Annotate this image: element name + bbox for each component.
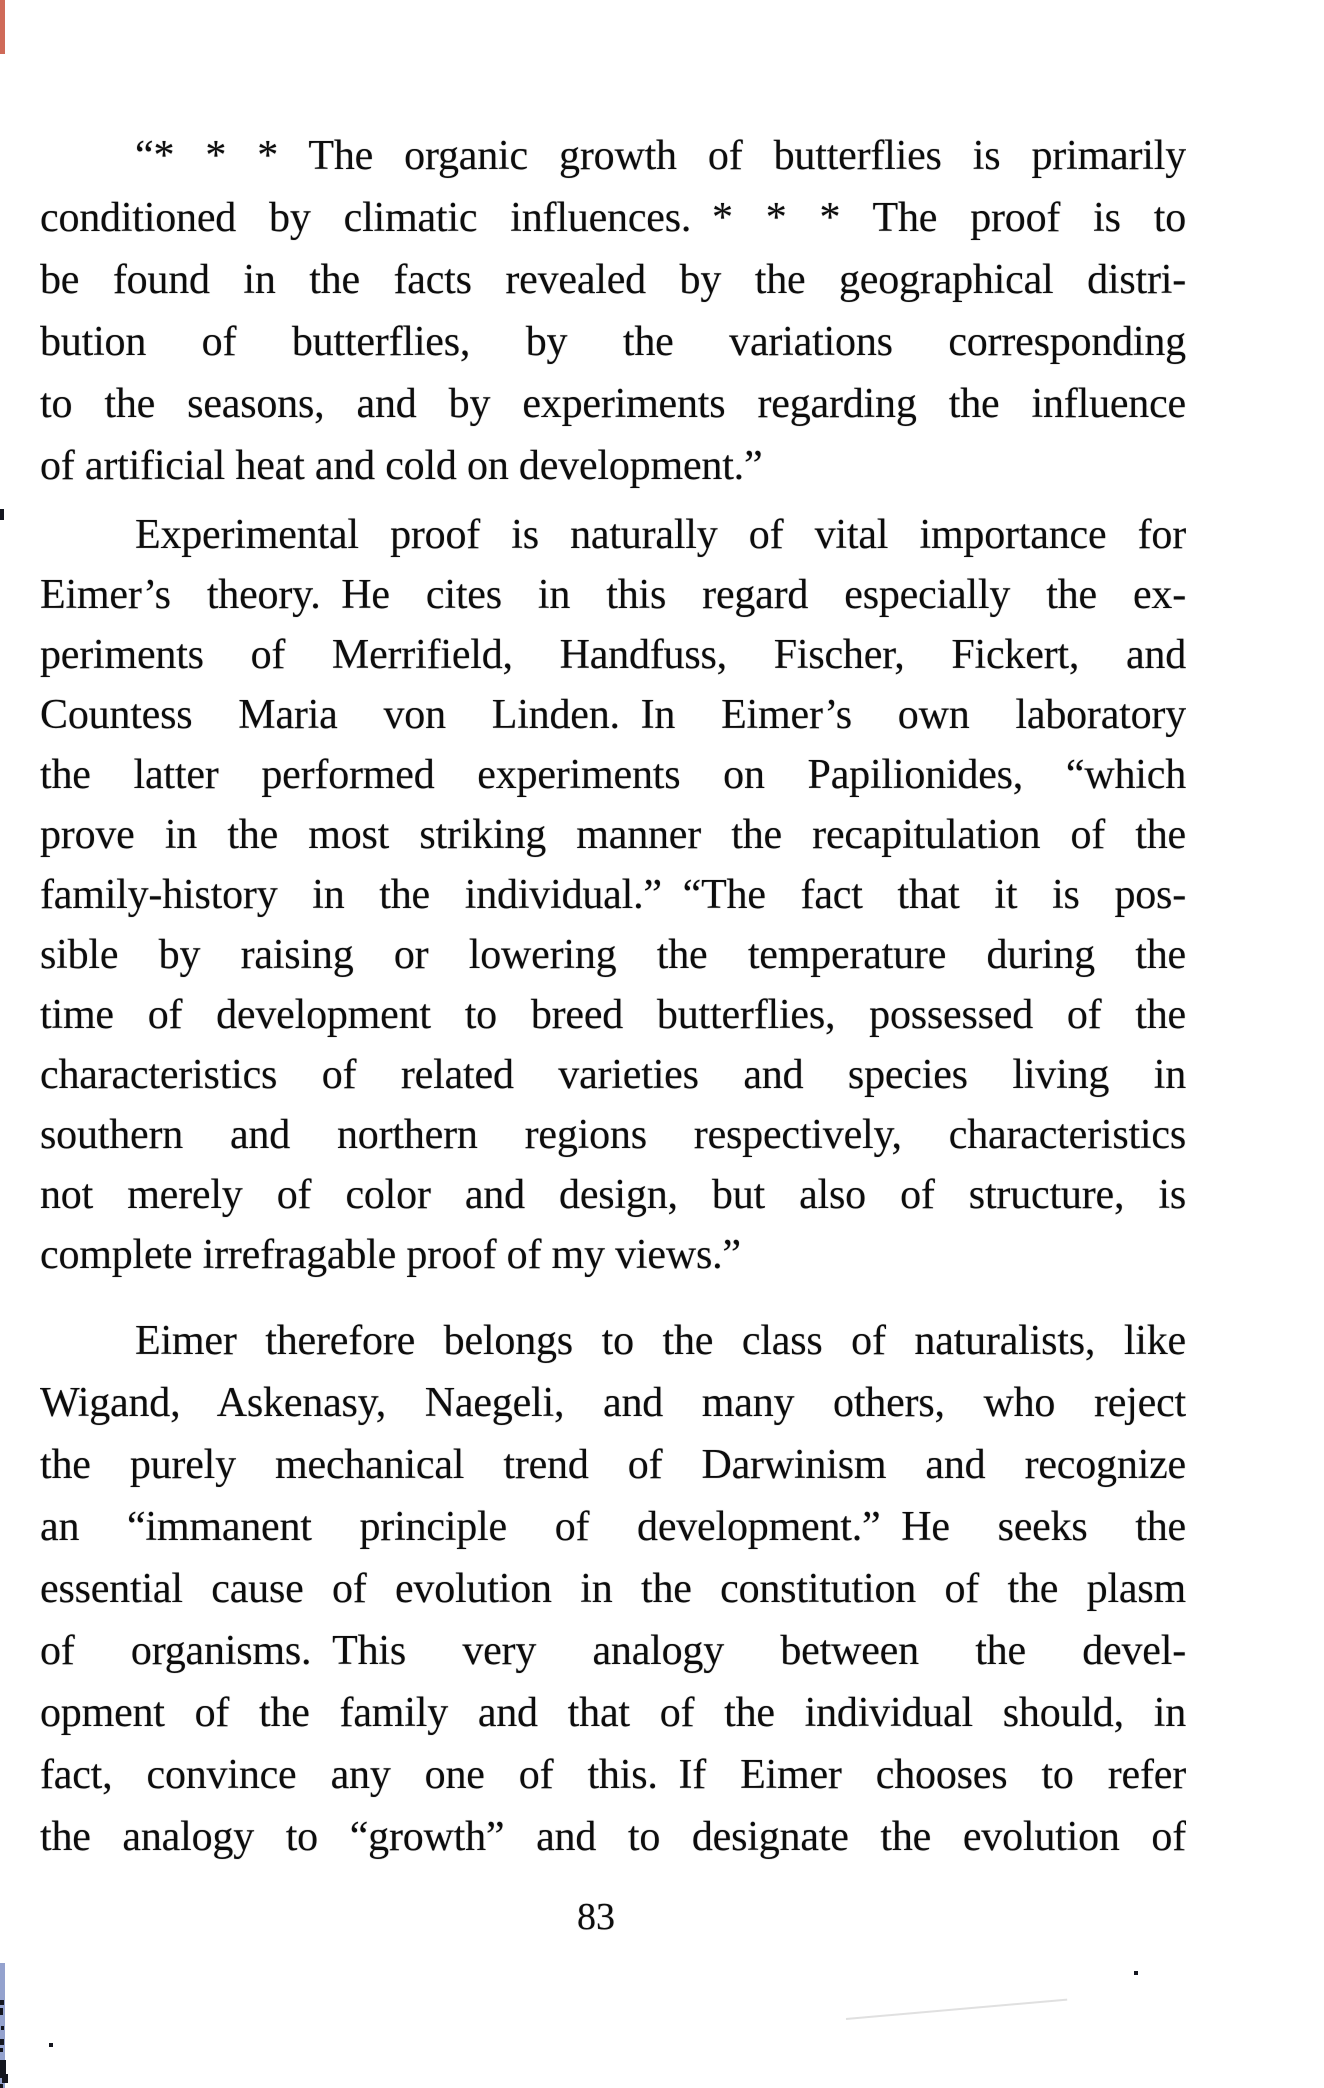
text-line: Eimer’s theory. He cites in this regard especially the ex- [40, 572, 1186, 618]
text-line: the latter performed experiments on Papilionides, “which [40, 752, 1186, 798]
text-line: not merely of color and design, but also of structure, is [40, 1172, 1186, 1218]
text-line: essential cause of evolution in the constitution of the plasm [40, 1566, 1186, 1612]
text-line: family-history in the individual.” “The fact that it is pos- [40, 872, 1186, 918]
text-line: prove in the most striking manner the recapitulation of the [40, 812, 1186, 858]
text-line: characteristics of related varieties and species living in [40, 1052, 1186, 1098]
ink-speck [0, 509, 4, 520]
text-line: the analogy to “growth” and to designate the evolution of [40, 1814, 1186, 1860]
text-line: periments of Merrifield, Handfuss, Fischer, Fickert, and [40, 632, 1186, 678]
text-line: time of development to breed butterflies, possessed of the [40, 992, 1186, 1038]
scan-edge-mark-top-left [0, 0, 5, 54]
text-line: Wigand, Askenasy, Naegeli, and many others, who reject [40, 1380, 1186, 1426]
scratch-line [846, 1999, 1067, 2020]
page-number: 83 [577, 1896, 615, 1938]
text-line: Countess Maria von Linden. In Eimer’s own laboratory [40, 692, 1186, 738]
text-line: fact, convince any one of this. If Eimer chooses to refer [40, 1752, 1186, 1798]
ink-speck [0, 2008, 3, 2015]
text-line: sible by raising or lowering the temperature during the [40, 932, 1186, 978]
text-line: complete irrefragable proof of my views.” [40, 1232, 741, 1278]
ink-speck [0, 2000, 4, 2005]
text-line: be found in the facts revealed by the geographical distri- [40, 257, 1186, 303]
text-line: of artificial heat and cold on development.” [40, 443, 763, 489]
ink-speck [2, 2074, 8, 2083]
ink-speck [0, 2039, 4, 2045]
ink-speck [0, 2084, 3, 2088]
text-line: conditioned by climatic influences. * * * The proof is to [40, 195, 1186, 241]
text-line: “* * * The organic growth of butterflies is primarily [135, 133, 1186, 179]
ink-speck [1134, 1971, 1138, 1975]
ink-speck [0, 2048, 3, 2052]
text-line: the purely mechanical trend of Darwinism and recognize [40, 1442, 1186, 1488]
text-line: southern and northern regions respectively, characteristics [40, 1112, 1186, 1158]
paragraph-eimer-naturalists [40, 1310, 1186, 1868]
text-line: Eimer therefore belongs to the class of naturalists, like [135, 1318, 1186, 1364]
paragraph-quote-climatic-influences [40, 125, 1186, 497]
text-line: of organisms. This very analogy between the devel- [40, 1628, 1186, 1674]
text-line: to the seasons, and by experiments regarding the influence [40, 381, 1186, 427]
page-text-block [40, 0, 1186, 1937]
paragraph-experimental-proof [40, 505, 1186, 1285]
text-line: Experimental proof is naturally of vital importance for [135, 512, 1186, 558]
text-line: bution of butterflies, by the variations corresponding [40, 319, 1186, 365]
text-line: an “immanent principle of development.” He seeks the [40, 1504, 1186, 1550]
ink-speck [1, 2026, 4, 2030]
text-line: opment of the family and that of the individual should, in [40, 1690, 1186, 1736]
ink-speck [49, 2043, 53, 2047]
